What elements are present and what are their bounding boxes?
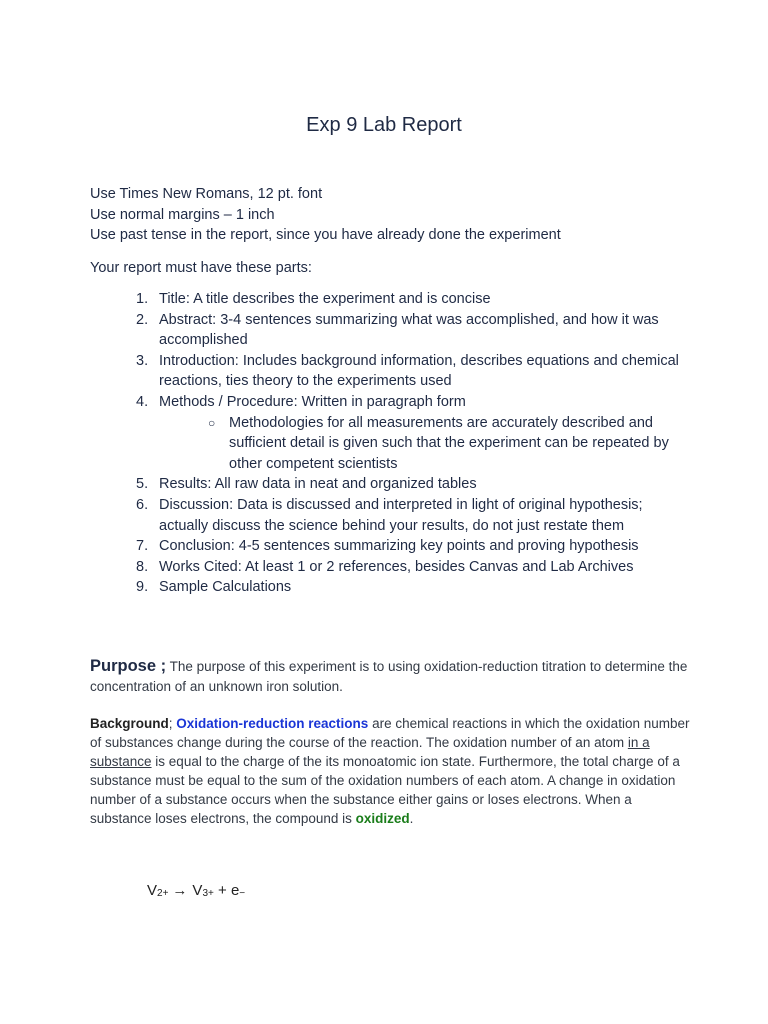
background-end: . — [409, 811, 414, 826]
list-number: 2. — [136, 311, 149, 328]
list-item — [130, 536, 680, 557]
list-item — [130, 310, 680, 351]
list-number: 7. — [136, 538, 149, 555]
purpose-text: The purpose of this experiment is to using oxidation-reduction titration to determine the concentration of an unknown iron solution. — [90, 659, 688, 694]
report-parts-list — [130, 289, 680, 598]
list-number: 9. — [136, 579, 149, 596]
equation-electron: e — [230, 882, 240, 899]
background-text-2: is equal to the charge of the its monoatomic ion state. Furthermore, the total charge of a substance must be equal to the sum of the oxidation numbers of each atom. A change in oxidation number of a substance occurs when the substance either gains or loses electrons. When a substance loses electrons, the compound is — [90, 754, 680, 826]
equation-reactant: V — [147, 882, 158, 899]
list-item-text: Works Cited: At least 1 or 2 references, besides Canvas and Lab Archives — [159, 558, 634, 575]
list-item-text: Methods / Procedure: Written in paragraph form — [159, 393, 466, 410]
reaction-arrow-icon: → — [172, 882, 188, 899]
instruction-line: Use Times New Romans, 12 pt. font — [90, 186, 323, 202]
list-item — [130, 351, 680, 392]
list-number: 3. — [136, 352, 149, 369]
background-heading: Background — [90, 716, 169, 731]
equation-product: V — [192, 882, 203, 899]
list-item-text: Results: All raw data in neat and organized tables — [159, 476, 477, 493]
list-item — [130, 495, 680, 536]
oxidation-equation — [147, 882, 245, 899]
list-item-text: Sample Calculations — [159, 579, 292, 596]
formatting-instructions — [90, 184, 690, 246]
list-number: 6. — [136, 496, 149, 513]
list-number: 8. — [136, 558, 149, 575]
parts-intro: Your report must have these parts: — [90, 260, 312, 276]
list-item-text: Discussion: Data is discussed and interpreted in light of original hypothesis; actually discuss the science behind your results, do not just restate them — [159, 496, 643, 534]
list-number: 5. — [136, 476, 149, 493]
equation-plus: + — [213, 882, 231, 899]
sub-list-item — [159, 413, 680, 475]
redox-term: Oxidation-reduction reactions — [176, 716, 369, 731]
methods-sub-list — [159, 413, 680, 475]
sub-list-item-text: Methodologies for all measurements are accurately described and sufficient detail is given such that the experiment can be repeated by other competent scientists — [229, 414, 669, 472]
background-separator: ; — [168, 716, 177, 731]
list-item — [130, 289, 680, 310]
purpose-paragraph — [90, 656, 690, 697]
oxidized-term: oxidized — [355, 811, 410, 826]
list-item — [130, 557, 680, 578]
list-item-text: Title: A title describes the experiment and is concise — [159, 291, 491, 307]
list-item-text: Introduction: Includes background information, describes equations and chemical reactions, ties theory to the experiments used — [159, 352, 679, 390]
background-paragraph — [90, 714, 690, 828]
circle-bullet-icon: ○ — [208, 415, 216, 430]
list-item — [130, 474, 680, 495]
list-item-text: Abstract: 3-4 sentences summarizing what was accomplished, and how it was accomplished — [159, 311, 659, 349]
equation-reactant-charge: 2+ — [157, 888, 169, 899]
equation-product-charge: 3+ — [202, 888, 214, 899]
background-text-1: are chemical reactions in which the oxidation number of substances change during the course of the reaction. The oxidation number of an atom — [90, 716, 690, 750]
instruction-line: Use normal margins – 1 inch — [90, 206, 275, 223]
list-number: 4. — [136, 393, 149, 410]
list-item-text: Conclusion: 4-5 sentences summarizing key points and proving hypothesis — [159, 538, 639, 555]
instruction-line: Use past tense in the report, since you have already done the experiment — [90, 227, 561, 243]
list-item — [130, 577, 680, 598]
equation-electron-charge: − — [239, 888, 246, 899]
list-number: 1. — [136, 291, 149, 307]
list-item — [130, 392, 680, 474]
purpose-heading: Purpose ; — [90, 657, 167, 675]
document-title: Exp 9 Lab Report — [306, 114, 462, 136]
underlined-phrase: in a substance — [90, 735, 650, 769]
